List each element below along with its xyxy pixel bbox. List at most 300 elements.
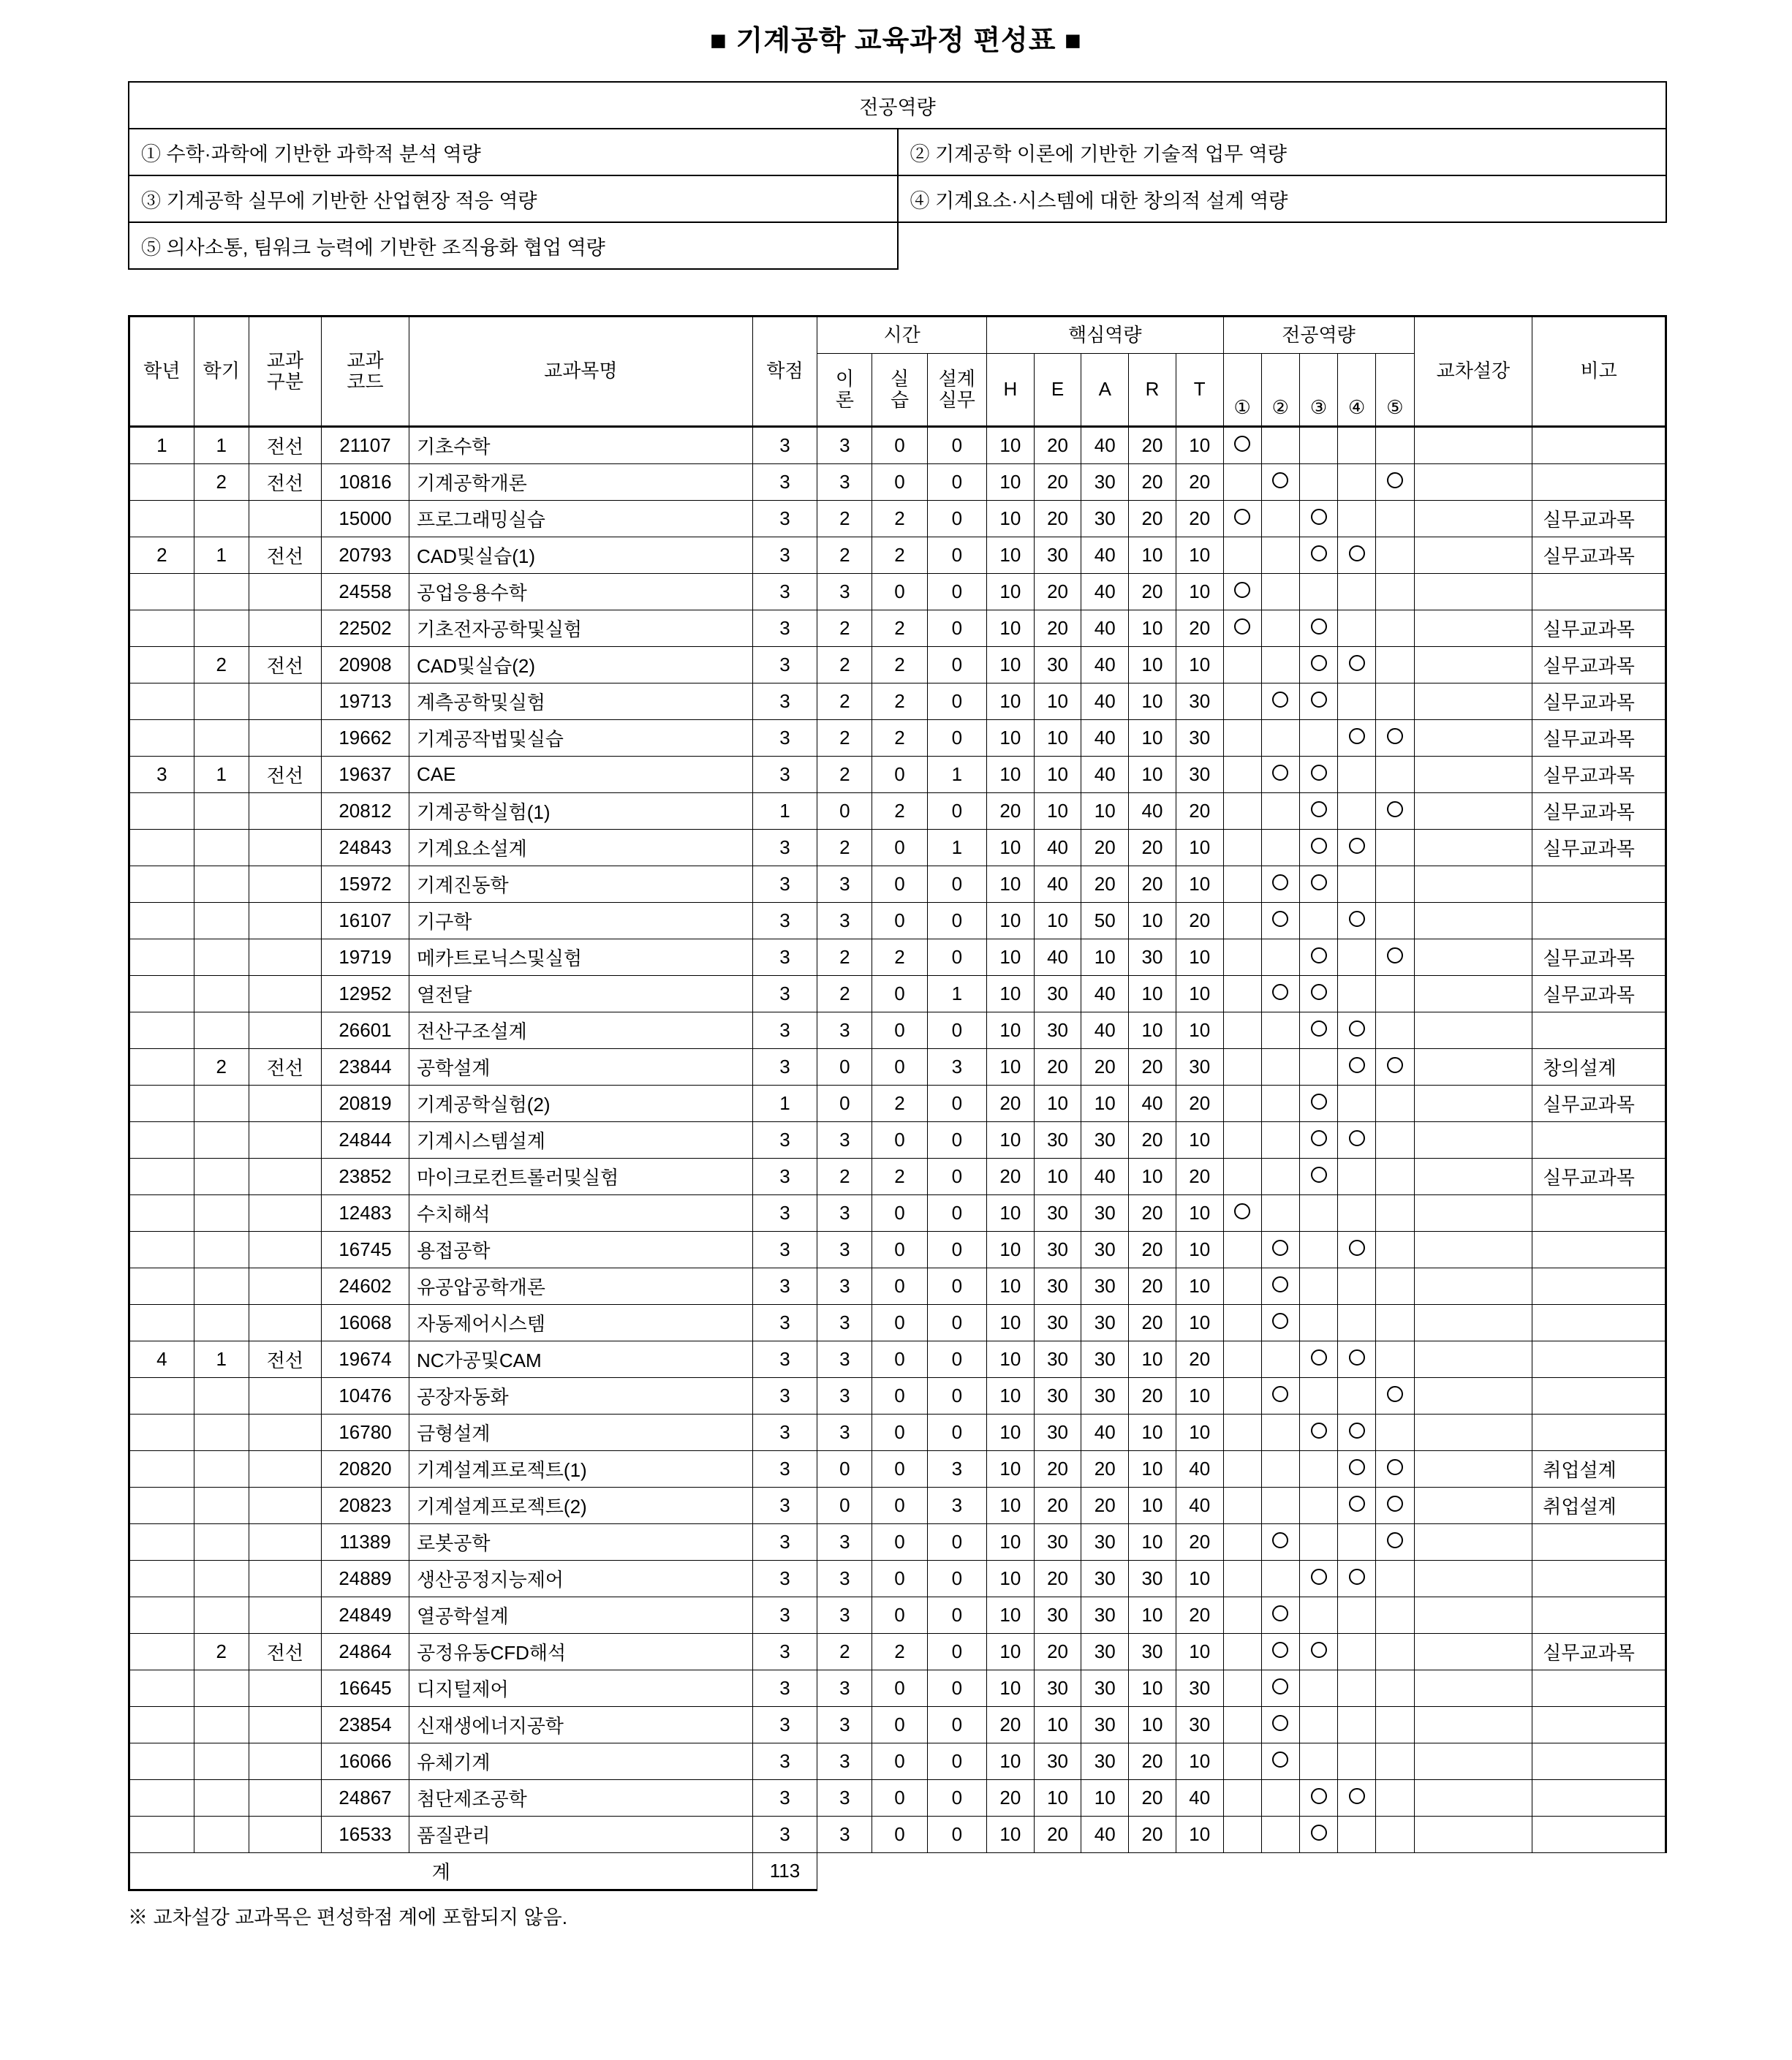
competency-mark-icon	[1272, 1532, 1288, 1548]
cell-major-4	[1338, 976, 1376, 1012]
cell-term	[194, 1086, 249, 1122]
cell-major-3	[1299, 537, 1337, 574]
cell-theory: 3	[817, 1561, 872, 1597]
cell-core-2: 10	[1034, 720, 1081, 757]
cell-core-4: 30	[1129, 939, 1176, 976]
cell-core-5: 40	[1176, 1451, 1223, 1488]
cell-subject: 기계공학실험(2)	[409, 1086, 753, 1122]
cell-term: 2	[194, 464, 249, 501]
th-core-r: R	[1129, 354, 1176, 427]
cell-major-4	[1338, 1341, 1376, 1378]
cell-year: 1	[129, 427, 194, 464]
cell-major-3	[1299, 720, 1337, 757]
cell-core-5: 10	[1176, 1634, 1223, 1670]
table-row	[129, 1670, 1666, 1707]
competency-mark-icon	[1349, 838, 1365, 854]
cell-credit: 3	[752, 903, 817, 939]
cell-major-5	[1376, 1707, 1414, 1743]
cell-major-3	[1299, 1670, 1337, 1707]
competency-mark-icon	[1234, 618, 1250, 635]
cell-design: 0	[927, 537, 986, 574]
cell-credit: 3	[752, 427, 817, 464]
cell-practice: 0	[872, 830, 927, 866]
cell-design: 0	[927, 1305, 986, 1341]
cell-year	[129, 720, 194, 757]
cell-major-1	[1223, 1122, 1261, 1159]
cell-major-5	[1376, 537, 1414, 574]
cell-year	[129, 1561, 194, 1597]
cell-subject: 기계설계프로젝트(2)	[409, 1488, 753, 1524]
th-major-spacer-5	[1376, 354, 1414, 390]
competency-mark-icon	[1311, 1642, 1327, 1658]
cell-major-4	[1338, 1122, 1376, 1159]
cell-major-2	[1261, 757, 1299, 793]
cell-major-5	[1376, 464, 1414, 501]
table-row	[129, 1634, 1666, 1670]
competency-mark-icon	[1234, 1203, 1250, 1219]
cell-core-5: 10	[1176, 830, 1223, 866]
competency-mark-icon	[1272, 1605, 1288, 1621]
total-empty-cell	[1532, 1853, 1666, 1890]
cell-code: 20823	[321, 1488, 409, 1524]
cell-major-5	[1376, 866, 1414, 903]
cell-practice: 0	[872, 1707, 927, 1743]
table-row	[129, 1341, 1666, 1378]
cell-division	[249, 1524, 321, 1561]
cell-core-5: 10	[1176, 1378, 1223, 1415]
cell-practice: 2	[872, 610, 927, 647]
cell-theory: 3	[817, 1195, 872, 1232]
cell-practice: 0	[872, 757, 927, 793]
cell-design: 3	[927, 1488, 986, 1524]
cell-major-4	[1338, 1488, 1376, 1524]
total-empty-cell	[1414, 1853, 1532, 1890]
cell-core-5: 10	[1176, 976, 1223, 1012]
cell-practice: 0	[872, 464, 927, 501]
total-empty-cell	[872, 1853, 927, 1890]
competency-mark-icon	[1387, 1057, 1403, 1073]
cell-major-3	[1299, 1012, 1337, 1049]
cell-major-3	[1299, 830, 1337, 866]
competency-mark-icon	[1311, 838, 1327, 854]
cell-year	[129, 1232, 194, 1268]
cell-subject: 디지털제어	[409, 1670, 753, 1707]
cell-code: 12483	[321, 1195, 409, 1232]
cell-division	[249, 1012, 321, 1049]
cell-code: 16745	[321, 1232, 409, 1268]
cell-major-3	[1299, 1780, 1337, 1817]
cell-core-4: 10	[1129, 903, 1176, 939]
table-row	[129, 427, 1666, 464]
cell-division	[249, 1086, 321, 1122]
cell-major-2	[1261, 1743, 1299, 1780]
cell-core-5: 40	[1176, 1488, 1223, 1524]
cell-cross	[1414, 1780, 1532, 1817]
cell-design: 0	[927, 720, 986, 757]
cell-core-2: 20	[1034, 610, 1081, 647]
cell-credit: 3	[752, 501, 817, 537]
cell-credit: 3	[752, 683, 817, 720]
cell-code: 19637	[321, 757, 409, 793]
cell-major-5	[1376, 427, 1414, 464]
cell-credit: 3	[752, 720, 817, 757]
cell-year	[129, 939, 194, 976]
competency-mark-icon	[1387, 801, 1403, 817]
competency-mark-icon	[1349, 728, 1365, 744]
cell-code: 23844	[321, 1049, 409, 1086]
cell-credit: 3	[752, 1415, 817, 1451]
cell-term	[194, 1195, 249, 1232]
competency-mark-icon	[1311, 1349, 1327, 1366]
cell-major-1	[1223, 1195, 1261, 1232]
cell-core-4: 10	[1129, 537, 1176, 574]
cell-year	[129, 1707, 194, 1743]
cell-core-5: 10	[1176, 427, 1223, 464]
cell-cross	[1414, 427, 1532, 464]
cell-core-2: 20	[1034, 1451, 1081, 1488]
table-row	[129, 1561, 1666, 1597]
cell-design: 1	[927, 830, 986, 866]
cell-year	[129, 793, 194, 830]
competency-mark-icon	[1387, 472, 1403, 488]
th-core-t: T	[1176, 354, 1223, 427]
cell-core-4: 10	[1129, 647, 1176, 683]
cell-year	[129, 501, 194, 537]
cell-major-4	[1338, 501, 1376, 537]
cell-remark: 실무교과목	[1532, 647, 1666, 683]
cell-major-5	[1376, 1341, 1414, 1378]
table-row	[129, 939, 1666, 976]
cell-subject: 기초전자공학및실험	[409, 610, 753, 647]
cell-practice: 0	[872, 976, 927, 1012]
cell-year	[129, 1780, 194, 1817]
cell-subject: 공장자동화	[409, 1378, 753, 1415]
cell-major-3	[1299, 1817, 1337, 1853]
cell-credit: 3	[752, 610, 817, 647]
cell-core-4: 20	[1129, 1195, 1176, 1232]
cell-design: 1	[927, 757, 986, 793]
cell-core-4: 10	[1129, 1524, 1176, 1561]
cell-core-5: 10	[1176, 1012, 1223, 1049]
cell-theory: 0	[817, 1488, 872, 1524]
cell-term	[194, 1159, 249, 1195]
cell-core-3: 30	[1081, 1195, 1129, 1232]
cell-theory: 3	[817, 427, 872, 464]
competency-mark-icon	[1349, 1349, 1365, 1366]
competency-mark-icon	[1311, 984, 1327, 1000]
cell-cross	[1414, 1634, 1532, 1670]
th-core-a: A	[1081, 354, 1129, 427]
cell-term	[194, 976, 249, 1012]
th-code: 교과 코드	[321, 317, 409, 427]
cell-practice: 0	[872, 1524, 927, 1561]
cell-code: 16068	[321, 1305, 409, 1341]
cell-major-1	[1223, 1341, 1261, 1378]
competency-mark-icon	[1272, 1313, 1288, 1329]
cell-core-1: 10	[987, 1817, 1035, 1853]
cell-credit: 3	[752, 1670, 817, 1707]
cell-core-4: 40	[1129, 1086, 1176, 1122]
cell-major-2	[1261, 976, 1299, 1012]
cell-core-2: 20	[1034, 501, 1081, 537]
competency-mark-icon	[1349, 1057, 1365, 1073]
cell-credit: 3	[752, 1780, 817, 1817]
cell-core-1: 20	[987, 1159, 1035, 1195]
cell-core-5: 20	[1176, 903, 1223, 939]
cell-core-1: 10	[987, 1634, 1035, 1670]
cell-year	[129, 464, 194, 501]
cell-major-1	[1223, 1232, 1261, 1268]
cell-term	[194, 720, 249, 757]
cell-core-2: 30	[1034, 1670, 1081, 1707]
cell-subject: 기초수학	[409, 427, 753, 464]
cell-core-5: 20	[1176, 464, 1223, 501]
cell-division	[249, 501, 321, 537]
cell-major-1	[1223, 1670, 1261, 1707]
cell-major-4	[1338, 1670, 1376, 1707]
cell-major-1	[1223, 866, 1261, 903]
cell-division	[249, 1670, 321, 1707]
cell-core-3: 40	[1081, 537, 1129, 574]
th-major-2: ②	[1261, 390, 1299, 427]
cell-major-5	[1376, 720, 1414, 757]
cell-major-4	[1338, 720, 1376, 757]
cell-remark	[1532, 1670, 1666, 1707]
cell-remark: 실무교과목	[1532, 830, 1666, 866]
cell-code: 26601	[321, 1012, 409, 1049]
cell-year	[129, 1049, 194, 1086]
cell-core-4: 10	[1129, 757, 1176, 793]
cell-division	[249, 1780, 321, 1817]
competency-mark-icon	[1349, 1496, 1365, 1512]
cell-practice: 0	[872, 1378, 927, 1415]
cell-year	[129, 1268, 194, 1305]
cell-theory: 2	[817, 976, 872, 1012]
cell-major-4	[1338, 427, 1376, 464]
competency-mark-icon	[1349, 911, 1365, 927]
cell-core-2: 20	[1034, 1817, 1081, 1853]
cell-design: 0	[927, 1597, 986, 1634]
cell-major-5	[1376, 1378, 1414, 1415]
cell-major-3	[1299, 1268, 1337, 1305]
cell-design: 0	[927, 1122, 986, 1159]
cell-core-1: 10	[987, 866, 1035, 903]
cell-major-3	[1299, 1561, 1337, 1597]
cell-design: 0	[927, 647, 986, 683]
th-credit: 학점	[752, 317, 817, 427]
cell-major-4	[1338, 610, 1376, 647]
cell-major-1	[1223, 976, 1261, 1012]
cell-cross	[1414, 537, 1532, 574]
th-division: 교과 구분	[249, 317, 321, 427]
cell-major-5	[1376, 610, 1414, 647]
cell-major-1	[1223, 1561, 1261, 1597]
cell-subject: 기계요소설계	[409, 830, 753, 866]
th-cross: 교차설강	[1414, 317, 1532, 427]
cell-major-5	[1376, 757, 1414, 793]
cell-core-4: 20	[1129, 427, 1176, 464]
cell-subject: 유체기계	[409, 1743, 753, 1780]
cell-major-2	[1261, 1122, 1299, 1159]
cell-major-1	[1223, 683, 1261, 720]
cell-design: 0	[927, 1232, 986, 1268]
cell-theory: 2	[817, 939, 872, 976]
cell-design: 0	[927, 793, 986, 830]
cell-remark	[1532, 866, 1666, 903]
cell-core-5: 20	[1176, 1524, 1223, 1561]
cell-core-4: 10	[1129, 1341, 1176, 1378]
cell-remark	[1532, 1341, 1666, 1378]
cell-theory: 3	[817, 903, 872, 939]
cell-major-1	[1223, 1268, 1261, 1305]
cell-cross	[1414, 1707, 1532, 1743]
cell-major-1	[1223, 1378, 1261, 1415]
table-row	[129, 1415, 1666, 1451]
cell-core-4: 10	[1129, 683, 1176, 720]
cell-major-4	[1338, 537, 1376, 574]
cell-practice: 0	[872, 1049, 927, 1086]
cell-core-2: 30	[1034, 1195, 1081, 1232]
cell-remark	[1532, 1122, 1666, 1159]
cell-year	[129, 976, 194, 1012]
table-row	[129, 1305, 1666, 1341]
competency-item-5: ⑤ 의사소통, 팀워크 능력에 기반한 조직융화 협업 역량	[129, 222, 898, 269]
cell-major-3	[1299, 1049, 1337, 1086]
cell-division	[249, 1597, 321, 1634]
cell-core-1: 10	[987, 1670, 1035, 1707]
th-practice: 실 습	[872, 354, 927, 427]
cell-design: 0	[927, 427, 986, 464]
cell-major-2	[1261, 1488, 1299, 1524]
cell-practice: 2	[872, 1086, 927, 1122]
table-row	[129, 1086, 1666, 1122]
cell-core-5: 10	[1176, 1122, 1223, 1159]
table-row	[129, 757, 1666, 793]
cell-core-4: 10	[1129, 1159, 1176, 1195]
cell-core-2: 30	[1034, 1415, 1081, 1451]
cell-theory: 2	[817, 1159, 872, 1195]
cell-year	[129, 1159, 194, 1195]
cell-major-1	[1223, 720, 1261, 757]
cell-practice: 2	[872, 1159, 927, 1195]
cell-code: 16107	[321, 903, 409, 939]
competency-row	[129, 175, 1666, 222]
cell-practice: 2	[872, 1634, 927, 1670]
table-row	[129, 464, 1666, 501]
cell-code: 12952	[321, 976, 409, 1012]
cell-code: 24602	[321, 1268, 409, 1305]
cell-core-5: 10	[1176, 1195, 1223, 1232]
cell-year	[129, 1817, 194, 1853]
cell-major-2	[1261, 1634, 1299, 1670]
competency-mark-icon	[1272, 911, 1288, 927]
cell-major-1	[1223, 1597, 1261, 1634]
cell-practice: 2	[872, 720, 927, 757]
total-empty-cell	[1176, 1853, 1223, 1890]
competency-mark-icon	[1272, 1386, 1288, 1402]
cell-major-2	[1261, 464, 1299, 501]
cell-practice: 0	[872, 1561, 927, 1597]
cell-code: 16066	[321, 1743, 409, 1780]
cell-term: 2	[194, 1049, 249, 1086]
competency-empty-cell	[898, 222, 1667, 269]
cell-major-3	[1299, 866, 1337, 903]
cell-remark: 실무교과목	[1532, 1086, 1666, 1122]
cell-cross	[1414, 1086, 1532, 1122]
cell-core-4: 10	[1129, 1597, 1176, 1634]
cell-subject: 품질관리	[409, 1817, 753, 1853]
cell-division	[249, 1232, 321, 1268]
competency-row	[129, 129, 1666, 175]
cell-cross	[1414, 830, 1532, 866]
cell-cross	[1414, 1817, 1532, 1853]
cell-division	[249, 1305, 321, 1341]
cell-major-3	[1299, 793, 1337, 830]
competency-mark-icon	[1272, 874, 1288, 890]
competency-mark-icon	[1387, 947, 1403, 963]
cell-term: 2	[194, 647, 249, 683]
cell-theory: 2	[817, 720, 872, 757]
cell-major-1	[1223, 1305, 1261, 1341]
cell-core-2: 10	[1034, 903, 1081, 939]
cell-major-2	[1261, 903, 1299, 939]
cell-term	[194, 1780, 249, 1817]
cell-core-1: 10	[987, 1597, 1035, 1634]
cell-term: 1	[194, 537, 249, 574]
cell-core-3: 20	[1081, 830, 1129, 866]
cell-core-4: 10	[1129, 1707, 1176, 1743]
cell-core-3: 30	[1081, 1597, 1129, 1634]
cell-year	[129, 1305, 194, 1341]
cell-subject: 기계공작법및실습	[409, 720, 753, 757]
cell-subject: 전산구조설계	[409, 1012, 753, 1049]
competency-mark-icon	[1272, 1240, 1288, 1256]
cell-subject: CAD및실습(2)	[409, 647, 753, 683]
cell-core-3: 30	[1081, 1305, 1129, 1341]
total-empty-cell	[927, 1853, 986, 1890]
cell-design: 0	[927, 866, 986, 903]
competency-mark-icon	[1311, 692, 1327, 708]
competency-mark-icon	[1311, 655, 1327, 671]
cell-major-5	[1376, 1597, 1414, 1634]
cell-core-1: 10	[987, 903, 1035, 939]
table-row	[129, 1817, 1666, 1853]
cell-cross	[1414, 720, 1532, 757]
cell-major-4	[1338, 1451, 1376, 1488]
cell-remark: 실무교과목	[1532, 1159, 1666, 1195]
cell-credit: 3	[752, 1707, 817, 1743]
cell-subject: 기계설계프로젝트(1)	[409, 1451, 753, 1488]
cell-theory: 3	[817, 1780, 872, 1817]
cell-division	[249, 1817, 321, 1853]
competency-item-4: ④ 기계요소·시스템에 대한 창의적 설계 역량	[898, 175, 1667, 222]
cell-division	[249, 610, 321, 647]
cell-major-5	[1376, 1268, 1414, 1305]
cell-core-3: 20	[1081, 1451, 1129, 1488]
cell-term: 1	[194, 427, 249, 464]
cell-core-2: 10	[1034, 757, 1081, 793]
cell-core-3: 20	[1081, 866, 1129, 903]
cell-year	[129, 647, 194, 683]
cell-term	[194, 610, 249, 647]
cell-credit: 3	[752, 1634, 817, 1670]
cell-theory: 3	[817, 1268, 872, 1305]
cell-major-4	[1338, 1524, 1376, 1561]
cell-core-4: 20	[1129, 830, 1176, 866]
cell-division	[249, 830, 321, 866]
cell-code: 20819	[321, 1086, 409, 1122]
cell-core-5: 20	[1176, 610, 1223, 647]
